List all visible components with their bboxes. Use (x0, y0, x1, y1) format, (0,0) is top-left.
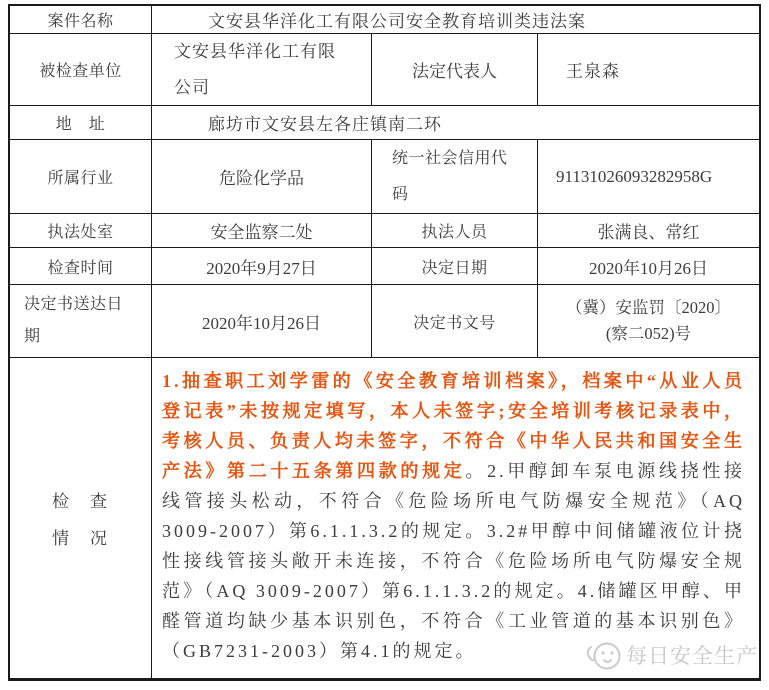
delivery-date-value: 2020年10月26日 (152, 285, 372, 358)
decision-date-value: 2020年10月26日 (538, 248, 759, 285)
findings-label (10, 358, 152, 679)
panda-face-icon (584, 638, 622, 672)
address-value: 廊坊市文安县左各庄镇南二环 (152, 106, 759, 140)
inspected-unit-label: 被检查单位 (10, 34, 152, 106)
law-office-value: 安全监察二处 (152, 214, 372, 248)
delivery-date-label: 决定书送达日期 (10, 285, 152, 358)
address-label: 地 址 (10, 106, 152, 140)
decision-date-label: 决定日期 (372, 248, 538, 285)
industry-value: 危险化学品 (152, 140, 372, 214)
legal-rep-label: 法定代表人 (372, 34, 538, 106)
inspect-date-label: 检查时间 (10, 248, 152, 285)
credit-code-value: 91131026093282958G (538, 140, 759, 214)
case-info-table (8, 4, 761, 681)
law-office-label: 执法处室 (10, 214, 152, 248)
findings-normal-segment: 。2.甲醇卸车泵电源线挠性接线管接头松动，不符合《危险场所电气防爆安全规范》（AQ 3009-2007）第6.1.1.3.2的规定。3.2#甲醇中间储罐液位计挠性接线管接头敞开未连接，不符合《危险场所电气防爆安全规范》（AQ 3009-2007）第6.1.1.3.2的规定。4.储罐区甲醇、甲醛管道均缺少基本识别色，不符合《工业管道的基本识别色》（GB7231-2003）第4.1的规定。 (162, 461, 745, 661)
findings-highlight-segment: 1.抽查职工刘学雷的《安全教育培训档案》，档案中“从业人员登记表”未按规定填写，本人未签字;安全培训考核记录表中，考核人员、负责人均未签字，不符合《中华人民共和国安全生产法》第二十五条第四款的规定 (162, 371, 745, 481)
findings-text (162, 366, 745, 666)
inspected-unit-value: 文安县华洋化工有限公司 (152, 34, 372, 106)
law-officers-value: 张满良、常红 (538, 214, 759, 248)
legal-rep-value: 王泉森 (538, 34, 759, 106)
credit-code-label: 统一社会信用代码 (372, 140, 538, 214)
case-name-value: 文安县华洋化工有限公司安全教育培训类违法案 (152, 6, 759, 34)
inspect-date-value: 2020年9月27日 (152, 248, 372, 285)
decision-no-value: （冀）安监罚〔2020〕(察二052)号 (538, 285, 759, 358)
findings-label-line1: 检 查 (52, 492, 109, 511)
findings-cell (152, 358, 759, 679)
decision-no-label: 决定书文号 (372, 285, 538, 358)
watermark (584, 638, 758, 672)
watermark-text: 每日安全生产 (626, 644, 758, 668)
industry-label: 所属行业 (10, 140, 152, 214)
findings-label-line2: 情 况 (52, 529, 109, 548)
law-officers-label: 执法人员 (372, 214, 538, 248)
case-name-label: 案件名称 (10, 6, 152, 34)
